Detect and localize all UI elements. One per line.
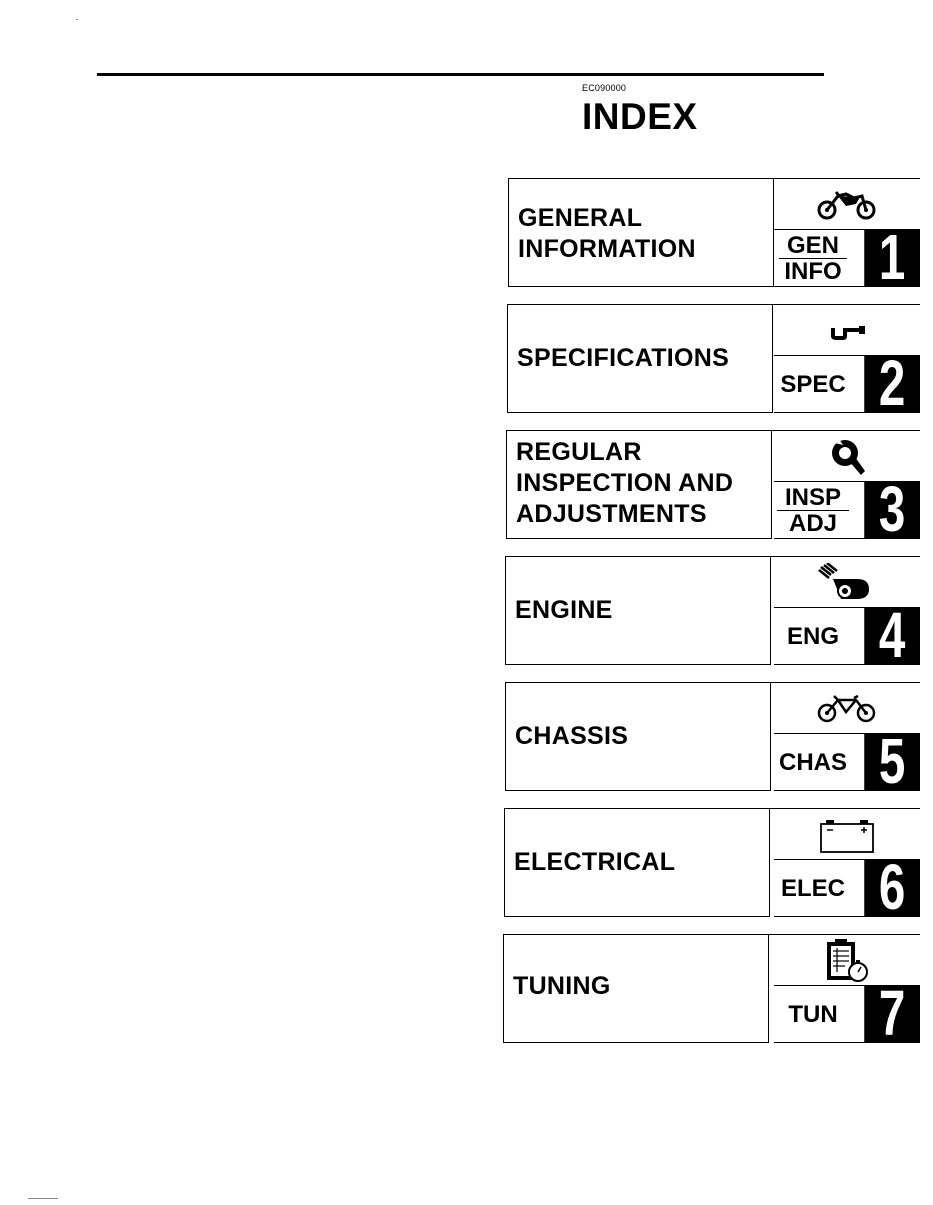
tab-number: 7 bbox=[864, 986, 920, 1042]
page-speck bbox=[76, 19, 78, 20]
section-regular-inspection-adjustments[interactable] bbox=[506, 430, 920, 546]
section-label: REGULAR INSPECTION AND ADJUSTMENTS bbox=[516, 438, 734, 528]
section-label-box bbox=[503, 935, 769, 1043]
section-label-box bbox=[504, 809, 770, 917]
tab-number: 5 bbox=[864, 734, 920, 790]
tab-chas[interactable] bbox=[774, 725, 920, 798]
tab-number: 4 bbox=[864, 608, 920, 664]
section-label-box bbox=[505, 557, 771, 665]
tab-abbreviation: GEN INFO bbox=[774, 230, 852, 286]
section-label: ENGINE bbox=[515, 596, 613, 624]
tab-number: 3 bbox=[864, 482, 920, 538]
footer-mark bbox=[28, 1198, 58, 1199]
section-label: TUNING bbox=[513, 972, 611, 1000]
section-specifications[interactable] bbox=[507, 304, 920, 420]
section-chassis[interactable] bbox=[505, 682, 920, 798]
section-label: GENERAL INFORMATION bbox=[518, 204, 696, 263]
header-rule bbox=[97, 73, 824, 76]
section-label: CHASSIS bbox=[515, 722, 629, 750]
tab-abbreviation: CHAS bbox=[778, 748, 847, 776]
tab-elec[interactable] bbox=[774, 851, 920, 924]
section-label-box bbox=[508, 179, 774, 287]
tab-abbreviation: SPEC bbox=[780, 370, 846, 398]
section-engine[interactable] bbox=[505, 556, 920, 672]
section-general-information[interactable] bbox=[508, 178, 920, 294]
tab-number: 6 bbox=[864, 860, 920, 916]
tab-abbreviation: INSP ADJ bbox=[774, 482, 852, 538]
page-title: INDEX bbox=[582, 96, 698, 137]
tab-tun[interactable] bbox=[774, 977, 920, 1050]
tab-abbreviation: TUN bbox=[788, 1000, 838, 1028]
section-label-box bbox=[506, 431, 772, 539]
document-code: EC090000 bbox=[582, 83, 627, 93]
tab-spec[interactable] bbox=[774, 347, 920, 420]
tab-number: 2 bbox=[864, 356, 920, 412]
tab-eng[interactable] bbox=[774, 599, 920, 672]
section-label-box bbox=[505, 683, 771, 791]
tab-insp-adj[interactable] bbox=[774, 473, 920, 546]
tab-abbreviation: ELEC bbox=[780, 874, 845, 902]
tab-gen-info[interactable] bbox=[774, 221, 920, 294]
tab-number: 1 bbox=[864, 230, 920, 286]
section-label: SPECIFICATIONS bbox=[517, 344, 730, 372]
section-tuning[interactable] bbox=[503, 934, 920, 1050]
section-label: ELECTRICAL bbox=[514, 848, 676, 876]
tab-abbreviation: ENG bbox=[786, 622, 839, 650]
section-electrical[interactable] bbox=[504, 808, 920, 924]
section-label-box bbox=[507, 305, 773, 413]
